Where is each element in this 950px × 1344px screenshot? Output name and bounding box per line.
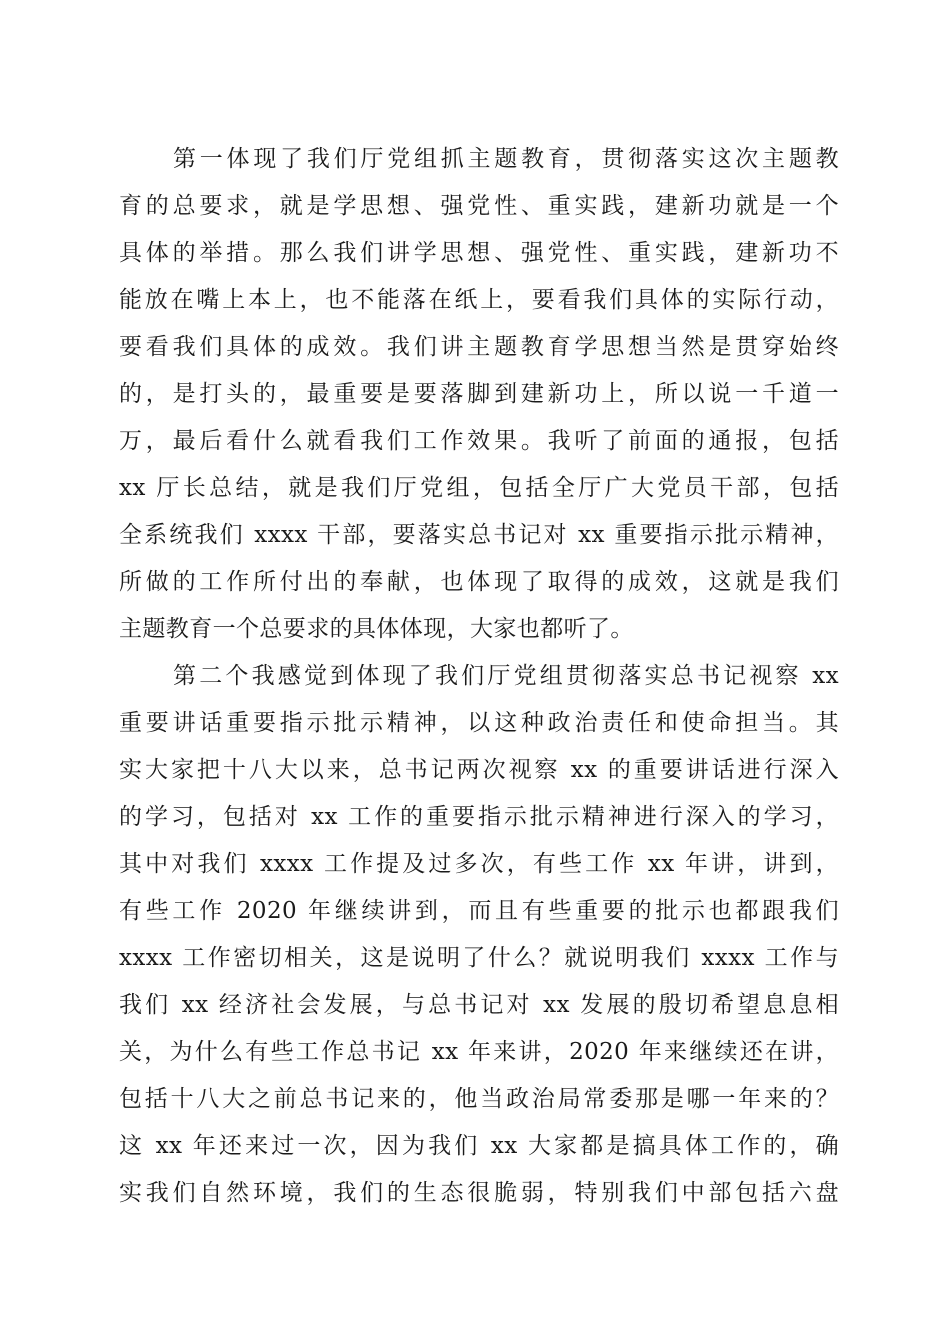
text-line: xx 厅长总结，就是我们厅党组，包括全厅广大党员干部，包括 <box>119 475 839 501</box>
text-line: 全系统我们 xxxx 干部，要落实总书记对 xx 重要指示批示精神， <box>119 522 839 548</box>
document-body <box>119 136 839 1217</box>
text-line: 要看我们具体的成效。我们讲主题教育学思想当然是贯穿始终 <box>119 334 839 360</box>
text-line: 实大家把十八大以来，总书记两次视察 xx 的重要讲话进行深入 <box>119 757 839 783</box>
text-line: 的学习，包括对 xx 工作的重要指示批示精神进行深入的学习， <box>119 804 839 830</box>
text-line: xxxx 工作密切相关，这是说明了什么？就说明我们 xxxx 工作与 <box>119 945 839 971</box>
text-line: 其中对我们 xxxx 工作提及过多次，有些工作 xx 年讲，讲到， <box>119 851 839 877</box>
text-line: 主题教育一个总要求的具体体现，大家也都听了。 <box>119 616 634 642</box>
text-line: 所做的工作所付出的奉献，也体现了取得的成效，这就是我们 <box>119 569 839 595</box>
text-line: 这 xx 年还来过一次，因为我们 xx 大家都是搞具体工作的，确 <box>119 1133 839 1159</box>
text-line: 第二个我感觉到体现了我们厅党组贯彻落实总书记视察 xx <box>173 663 839 689</box>
text-line: 实我们自然环境，我们的生态很脆弱，特别我们中部包括六盘 <box>119 1180 839 1206</box>
text-line: 重要讲话重要指示批示精神，以这种政治责任和使命担当。其 <box>119 710 839 736</box>
text-line: 关，为什么有些工作总书记 xx 年来讲，2020 年来继续还在讲， <box>119 1039 839 1065</box>
text-line: 第一体现了我们厅党组抓主题教育，贯彻落实这次主题教 <box>173 146 839 172</box>
text-line: 能放在嘴上本上，也不能落在纸上，要看我们具体的实际行动， <box>119 287 839 313</box>
paragraph-2 <box>119 653 839 1217</box>
text-line: 包括十八大之前总书记来的，他当政治局常委那是哪一年来的？ <box>119 1086 839 1112</box>
text-line: 有些工作 2020 年继续讲到，而且有些重要的批示也都跟我们 <box>119 898 839 924</box>
paragraph-1 <box>119 136 839 653</box>
text-line: 的，是打头的，最重要是要落脚到建新功上，所以说一千道一 <box>119 381 839 407</box>
text-line: 育的总要求，就是学思想、强党性、重实践，建新功就是一个 <box>119 193 839 219</box>
text-line: 我们 xx 经济社会发展，与总书记对 xx 发展的殷切希望息息相 <box>119 992 839 1018</box>
text-line: 具体的举措。那么我们讲学思想、强党性、重实践，建新功不 <box>119 240 839 266</box>
text-line: 万，最后看什么就看我们工作效果。我听了前面的通报，包括 <box>119 428 839 454</box>
